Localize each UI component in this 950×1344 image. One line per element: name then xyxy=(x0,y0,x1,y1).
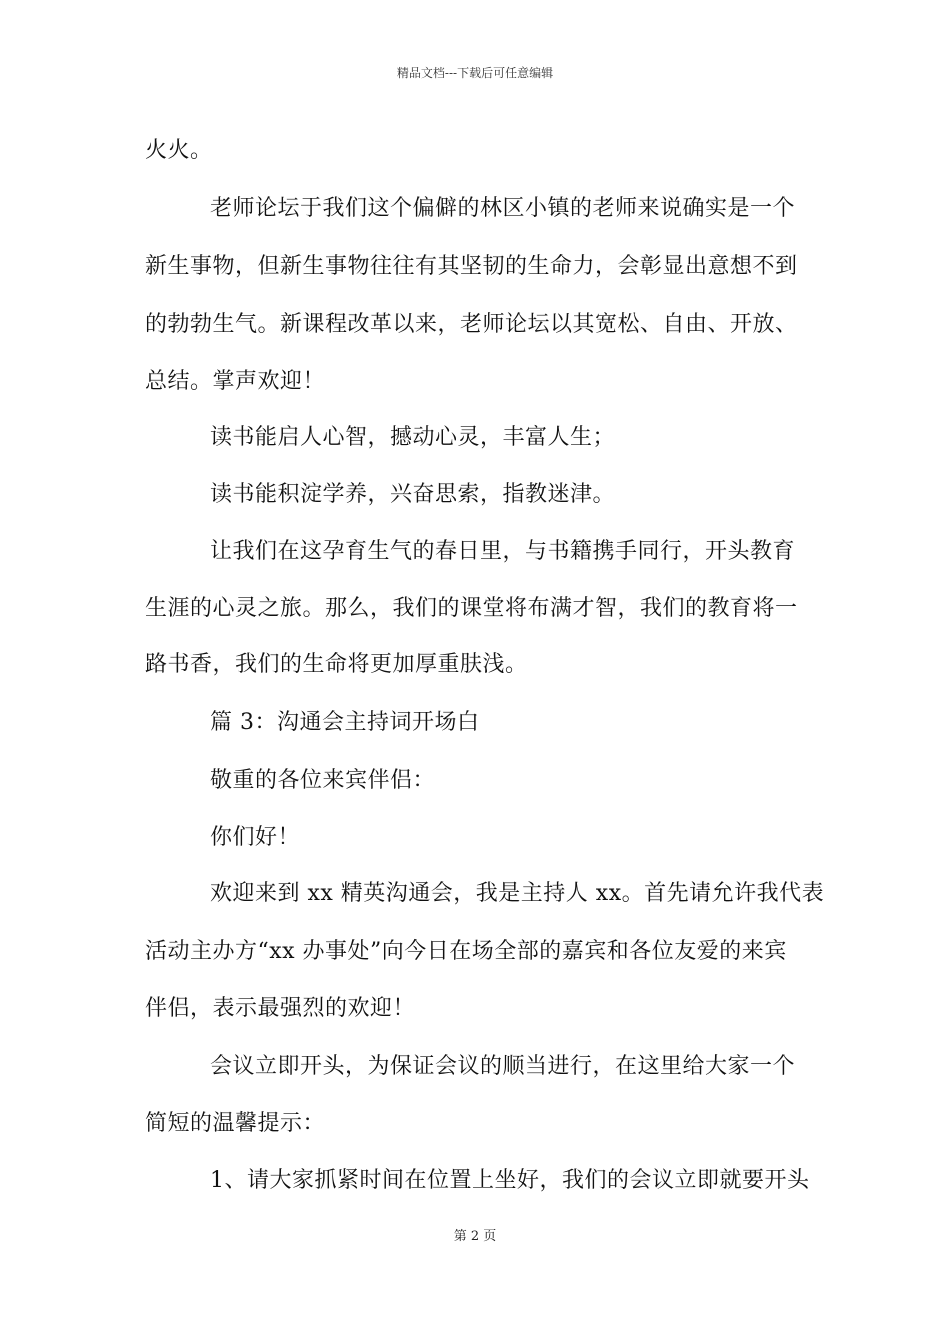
page-number: 第 2 页 xyxy=(453,1229,497,1244)
list-item: 1、请大家抓紧时间在位置上坐好，我们的会议立即就要开头 xyxy=(210,1168,810,1193)
body-line: 路书香，我们的生命将更加厚重肤浅。 xyxy=(145,652,528,677)
body-line: 火火。 xyxy=(145,138,213,163)
body-line: 让我们在这孕育生气的春日里，与书籍携手同行，开头教育 xyxy=(210,539,796,564)
body-line: 读书能启人心智，撼动心灵，丰富人生； xyxy=(210,425,616,450)
section-heading: 篇 3：沟通会主持词开场白 xyxy=(210,710,480,735)
body-line: 你们好！ xyxy=(210,825,301,850)
body-line: 总结。掌声欢迎！ xyxy=(145,369,326,394)
body-line: 生涯的心灵之旅。那么，我们的课堂将布满才智，我们的教育将一 xyxy=(145,596,798,621)
body-line: 活动主办方“xx 办事处”向今日在场全部的嘉宾和各位友爱的来宾 xyxy=(145,939,787,964)
body-line: 会议立即开头，为保证会议的顺当进行，在这里给大家一个 xyxy=(210,1054,796,1079)
body-line: 欢迎来到 xx 精英沟通会，我是主持人 xx。首先请允许我代表 xyxy=(210,881,825,906)
body-line: 伴侣，表示最强烈的欢迎！ xyxy=(145,996,416,1021)
body-line: 的勃勃生气。新课程改革以来，老师论坛以其宽松、自由、开放、 xyxy=(145,312,798,337)
body-line: 简短的温馨提示： xyxy=(145,1111,326,1136)
body-line: 敬重的各位来宾伴侣： xyxy=(210,768,436,793)
body-line: 老师论坛于我们这个偏僻的林区小镇的老师来说确实是一个 xyxy=(210,196,796,221)
page-header: 精品文档---下载后可任意编辑 xyxy=(396,66,554,80)
body-line: 读书能积淀学养，兴奋思索，指教迷津。 xyxy=(210,482,616,507)
body-line: 新生事物，但新生事物往往有其坚韧的生命力，会彰显出意想不到 xyxy=(145,254,798,279)
